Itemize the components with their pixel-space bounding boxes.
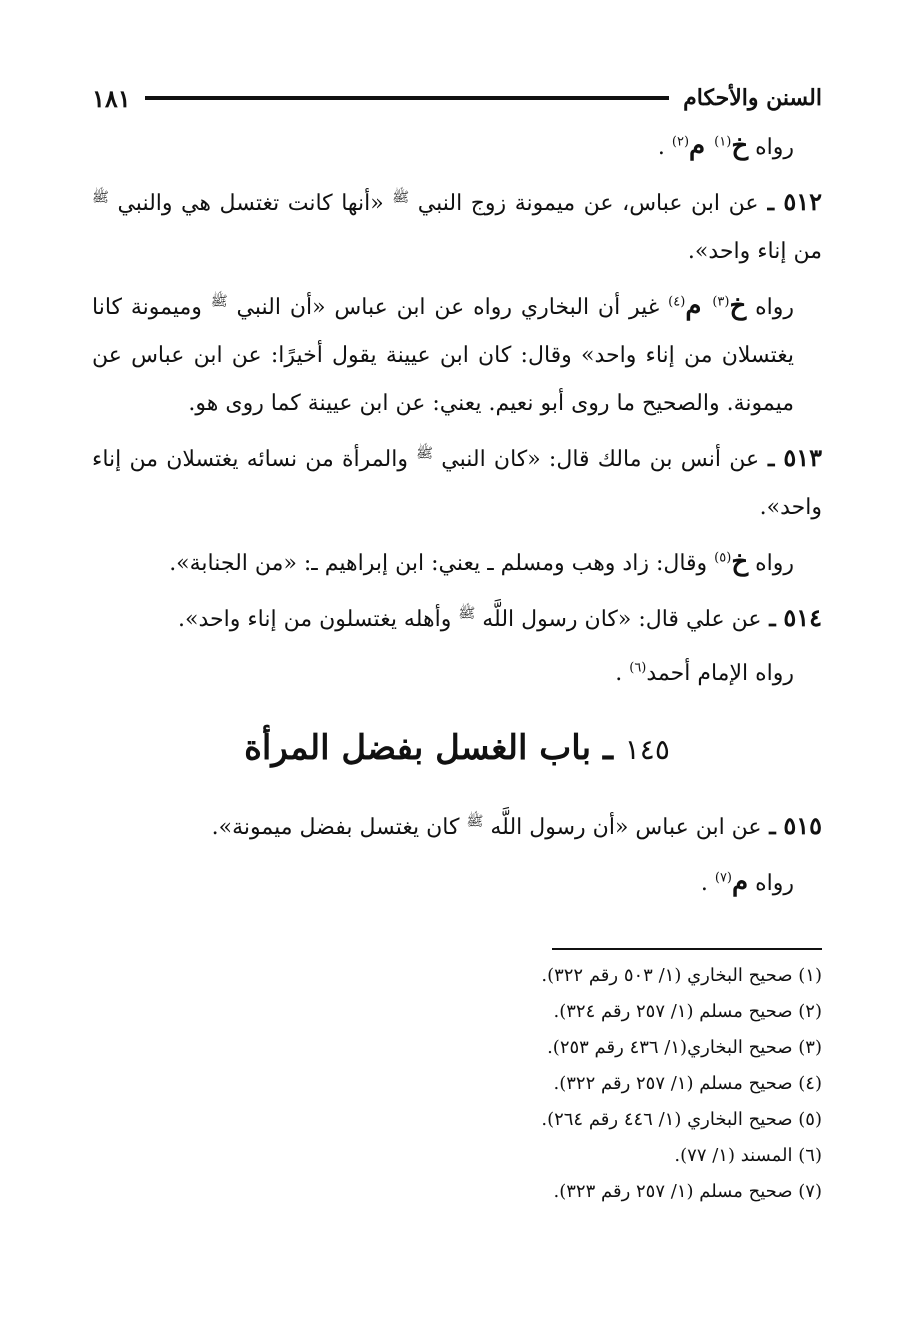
hadith-text: وأهله يغتسلون من إناء واحد». (178, 607, 459, 632)
hadith-number: ٥١٣ (783, 443, 822, 472)
source-text: وميمونة كانا يغتسلان من إناء واحد» وقال: كان ابن عيينة يقول أخيرًا: عن ابن عباس عن ميمونة. والصحيح ما روى أبو نعيم. يعني: عن ابن عيينة كما روى هو. (92, 295, 794, 416)
hadith-number: ٥١٤ (783, 603, 822, 632)
source-text: رواه (748, 871, 794, 896)
salla-glyph: ﷺ (458, 605, 476, 622)
salla-glyph: ﷺ (210, 293, 228, 310)
footnote-item: (٣) صحيح البخاري(١/ ٤٣٦ رقم ٢٥٣). (547, 1037, 822, 1058)
running-title: السنن والأحكام (683, 85, 822, 111)
hadith-514 (92, 594, 822, 644)
muslim-symbol: م (732, 867, 749, 897)
hadith-dash: ـ (761, 606, 784, 632)
source-end: . (700, 871, 715, 896)
source-text: رواه (748, 551, 794, 576)
hadith-text: والمرأة من نسائه يغتسلان من إناء واحد». (92, 447, 822, 520)
footnote-item: (٢) صحيح مسلم (١/ ٢٥٧ رقم ٣٢٤). (553, 1001, 822, 1022)
footnote-item: (١) صحيح البخاري (١/ ٥٠٣ رقم ٣٢٢). (541, 965, 822, 986)
footnote-ref-2: (٢) (671, 134, 690, 150)
hadith-513 (92, 434, 822, 532)
source-end: . (657, 135, 672, 160)
muslim-symbol: م (689, 131, 715, 161)
bukhari-symbol: خ (731, 131, 749, 161)
source-note-512 (92, 282, 822, 428)
footnote-ref-1: (١) (714, 134, 732, 150)
chapter-number: ١٤٥ (624, 733, 670, 766)
source-text: رواه (748, 135, 794, 160)
footnote-item: (٦) المسند (١/ ٧٧). (674, 1145, 822, 1166)
footnote-item: (٧) صحيح مسلم (١/ ٢٥٧ رقم ٣٢٣). (553, 1181, 822, 1202)
footnote-item: (٥) صحيح البخاري (١/ ٤٤٦ رقم ٢٦٤). (541, 1109, 822, 1130)
source-end: . (615, 661, 630, 686)
chapter-dash: ـ (591, 728, 625, 768)
running-header (92, 78, 822, 118)
muslim-symbol: م (685, 291, 713, 321)
source-text: رواه الإمام أحمد (646, 661, 794, 686)
source-text: غير أن البخاري رواه عن ابن عباس «أن النبي (227, 295, 669, 320)
hadith-text: عن ابن عباس، عن ميمونة زوج النبي (409, 191, 759, 216)
hadith-text: عن ابن عباس «أن رسول اللَّه (483, 815, 762, 840)
chapter-heading (92, 724, 822, 774)
source-text: رواه (746, 295, 795, 320)
footnote-item: (٤) صحيح مسلم (١/ ٢٥٧ رقم ٣٢٢). (553, 1073, 822, 1094)
source-note-513 (92, 538, 822, 588)
hadith-515 (92, 802, 822, 852)
footnote-separator (552, 948, 822, 950)
hadith-dash: ـ (761, 814, 784, 840)
footnote-ref-7: (٧) (714, 870, 732, 886)
salla-glyph: ﷺ (392, 189, 410, 206)
chapter-title: باب الغسل بفضل المرأة (244, 728, 592, 768)
salla-glyph: ﷺ (466, 813, 484, 830)
hadith-dash: ـ (758, 190, 784, 216)
hadith-dash: ـ (759, 446, 784, 472)
source-note-511 (92, 122, 822, 172)
footnote-ref-3: (٣) (712, 294, 730, 310)
footnote-ref-4: (٤) (668, 294, 686, 310)
source-note-514 (92, 650, 822, 698)
salla-glyph: ﷺ (92, 189, 109, 206)
hadith-number: ٥١٥ (783, 811, 822, 840)
hadith-text: كان يغتسل بفضل ميمونة». (211, 815, 467, 840)
footnote-ref-6: (٦) (629, 660, 647, 676)
hadith-text: عن أنس بن مالك قال: «كان النبي (433, 447, 760, 472)
page-body (92, 122, 822, 914)
hadith-text: «أنها كانت تغتسل هي والنبي (108, 191, 393, 216)
source-text: وقال: زاد وهب ومسلم ـ يعني: ابن إبراهيم ـ: «من الجنابة». (169, 551, 715, 576)
salla-glyph: ﷺ (416, 445, 434, 462)
page-number: ١٨١ (92, 83, 131, 113)
source-note-515 (92, 858, 822, 908)
bukhari-symbol: خ (729, 291, 747, 321)
hadith-text: عن علي قال: «كان رسول اللَّه (475, 607, 762, 632)
hadith-text: من إناء واحد». (687, 239, 822, 264)
hadith-512 (92, 178, 822, 276)
header-rule (145, 96, 669, 100)
bukhari-symbol: خ (731, 547, 749, 577)
footnotes (92, 958, 822, 1210)
hadith-number: ٥١٢ (783, 187, 823, 216)
footnote-ref-5: (٥) (714, 550, 732, 566)
